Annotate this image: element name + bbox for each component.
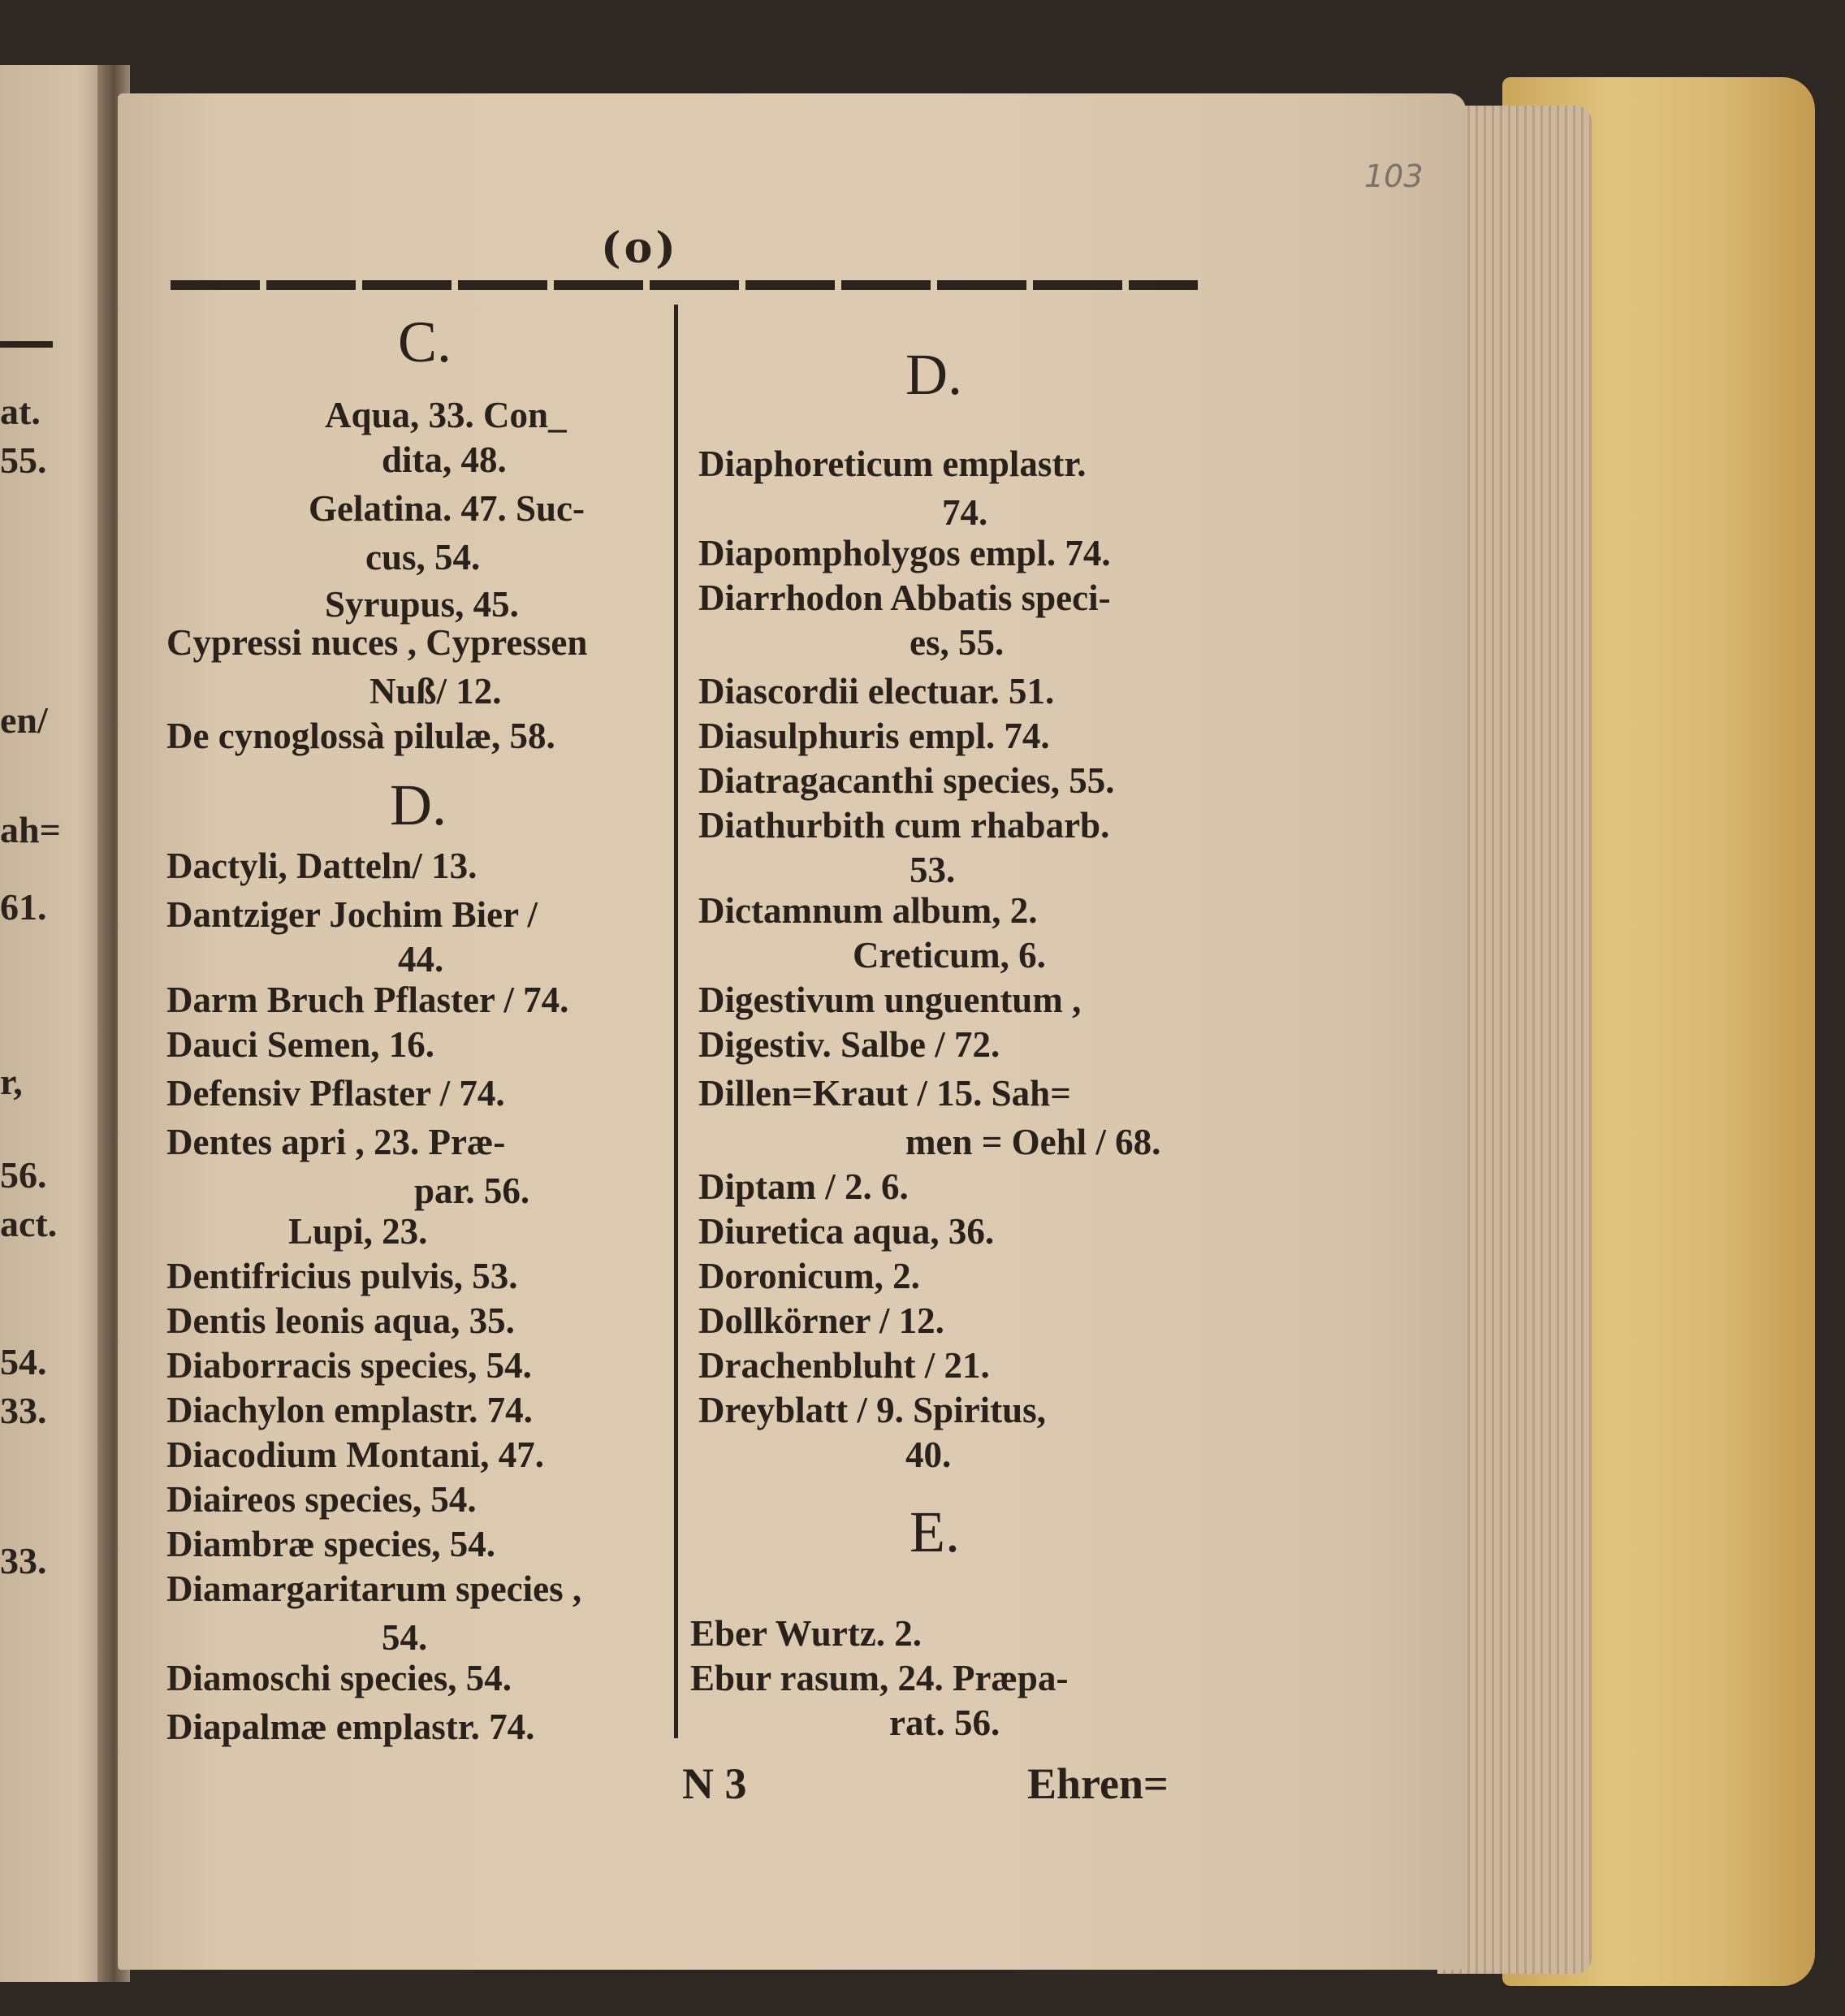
index-entry: Nuß/ 12. <box>369 671 502 712</box>
index-entry: 44. <box>398 939 444 980</box>
index-entry: Digestiv. Salbe / 72. <box>698 1024 1000 1065</box>
index-entry: Dentes apri , 23. Præ- <box>166 1122 506 1162</box>
index-entry: Gelatina. 47. Suc- <box>309 488 585 529</box>
index-entry: Diatragacanthi species, 55. <box>698 760 1115 801</box>
index-entry: 54. <box>382 1617 428 1658</box>
left-fragment: 56. <box>0 1154 47 1196</box>
index-entry: Lupi, 23. <box>288 1211 428 1252</box>
left-fragment: 33. <box>0 1390 47 1431</box>
index-entry: Dactyli, Datteln/ 13. <box>166 846 477 886</box>
section-heading-d: D. <box>390 772 447 837</box>
header-rule <box>171 280 1198 290</box>
index-entry: es, 55. <box>910 622 1005 663</box>
section-heading-e: E. <box>910 1499 960 1564</box>
index-entry: Diapalmæ emplastr. 74. <box>166 1707 535 1747</box>
index-entry: 53. <box>910 850 956 890</box>
index-entry: Diascordii electuar. 51. <box>698 671 1055 712</box>
index-entry: De cynoglossà pilulæ, 58. <box>166 716 555 756</box>
catchword: Ehren= <box>1027 1759 1169 1808</box>
left-page <box>0 65 114 1982</box>
left-fragment: r, <box>0 1061 23 1102</box>
index-entry: Diasulphuris empl. 74. <box>698 716 1050 756</box>
left-fragment: 54. <box>0 1341 47 1382</box>
index-entry: Ebur rasum, 24. Præpa- <box>690 1658 1069 1698</box>
index-entry: Diamoschi species, 54. <box>166 1658 512 1698</box>
index-entry: Diamargaritarum species , <box>166 1568 582 1609</box>
index-entry: Dreyblatt / 9. Spiritus, <box>698 1390 1046 1430</box>
index-entry: par. 56. <box>414 1170 530 1211</box>
left-fragment: act. <box>0 1203 58 1244</box>
index-entry: Digestivum unguentum , <box>698 980 1082 1020</box>
left-fragment: at. <box>0 391 41 432</box>
section-heading-d: D. <box>905 342 962 407</box>
index-entry: Dictamnum album, 2. <box>698 890 1038 931</box>
index-entry: men = Oehl / 68. <box>905 1122 1161 1162</box>
index-entry: Creticum, 6. <box>853 935 1046 976</box>
index-entry: Darm Bruch Pflaster / 74. <box>166 980 569 1020</box>
index-entry: Diuretica aqua, 36. <box>698 1211 995 1252</box>
index-entry: Dentis leonis aqua, 35. <box>166 1300 515 1341</box>
left-fragment: 61. <box>0 886 47 928</box>
index-entry: Diaireos species, 54. <box>166 1479 477 1520</box>
index-entry: Drachenbluht / 21. <box>698 1345 990 1386</box>
index-entry: cus, 54. <box>365 537 481 578</box>
left-fragment: 55. <box>0 439 47 481</box>
signature-mark: N 3 <box>682 1759 747 1808</box>
page-header: (o) <box>601 223 679 273</box>
index-entry: rat. 56. <box>889 1702 1000 1743</box>
index-entry: Diaborracis species, 54. <box>166 1345 532 1386</box>
index-entry: Doronicum, 2. <box>698 1256 920 1296</box>
index-entry: Diacodium Montani, 47. <box>166 1434 545 1475</box>
index-entry: Aqua, 33. Con_ <box>325 395 567 435</box>
index-entry: Cypressi nuces , Cypressen <box>166 622 588 663</box>
index-entry: Diarrhodon Abbatis speci- <box>698 578 1111 618</box>
index-entry: Dentifricius pulvis, 53. <box>166 1256 518 1296</box>
index-entry: Diathurbith cum rhabarb. <box>698 805 1110 846</box>
index-entry: Diptam / 2. 6. <box>698 1166 909 1207</box>
index-entry: dita, 48. <box>382 439 507 480</box>
pencil-page-number: 103 <box>1364 158 1424 194</box>
index-entry: Dillen=Kraut / 15. Sah= <box>698 1073 1071 1114</box>
left-page-rule <box>0 341 53 348</box>
index-entry: Diaphoreticum emplastr. <box>698 443 1087 484</box>
index-entry: Diapompholygos empl. 74. <box>698 533 1111 573</box>
index-entry: 74. <box>942 492 988 533</box>
left-fragment: en/ <box>0 699 48 741</box>
index-entry: Dantziger Jochim Bier / <box>166 894 538 935</box>
index-entry: 40. <box>905 1434 952 1475</box>
column-divider <box>674 305 678 1738</box>
left-fragment: ah= <box>0 809 61 850</box>
index-entry: Diachylon emplastr. 74. <box>166 1390 533 1430</box>
left-fragment: 33. <box>0 1540 47 1581</box>
index-entry: Dauci Semen, 16. <box>166 1024 434 1065</box>
index-entry: Eber Wurtz. 2. <box>690 1613 922 1654</box>
index-entry: Syrupus, 45. <box>325 584 519 625</box>
section-heading-c: C. <box>398 309 452 374</box>
index-entry: Diambræ species, 54. <box>166 1524 495 1564</box>
index-entry: Dollkörner / 12. <box>698 1300 944 1341</box>
index-entry: Defensiv Pflaster / 74. <box>166 1073 505 1114</box>
